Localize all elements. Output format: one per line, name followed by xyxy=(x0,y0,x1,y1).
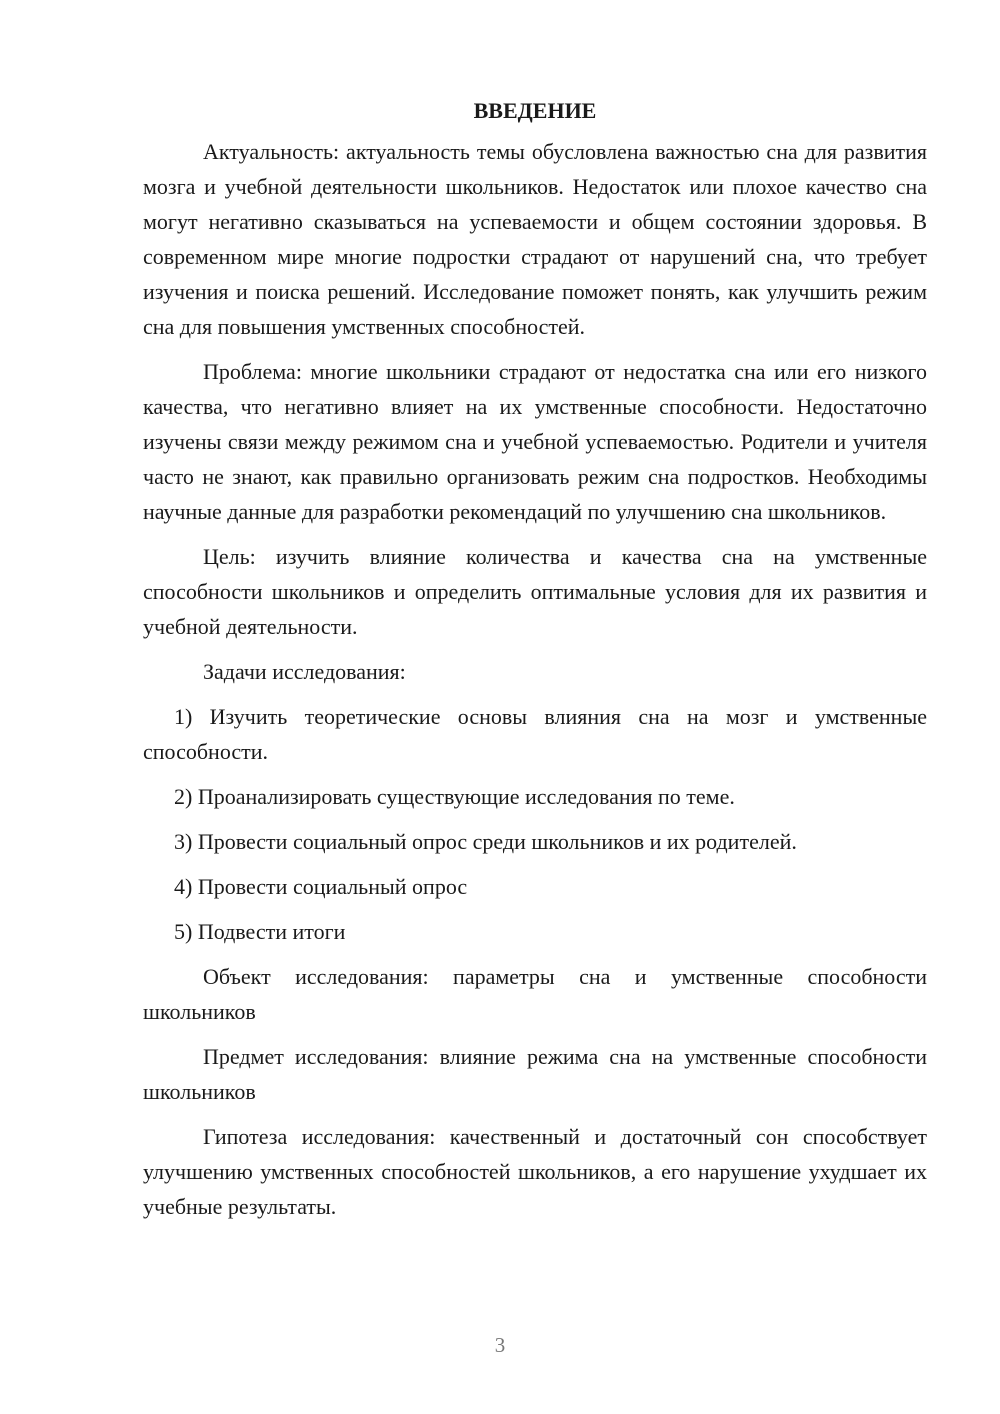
subject-paragraph: Предмет исследования: влияние режима сна на умственные способности школьников xyxy=(143,1044,927,1104)
task-item-1: 1) Изучить теоретические основы влияния сна на мозг и умственные способности. xyxy=(143,704,927,764)
task-item-2: 2) Проанализировать существующие исследования по теме. xyxy=(174,784,735,809)
page-number: 3 xyxy=(494,1333,506,1357)
task-item-3: 3) Провести социальный опрос среди школьников и их родителей. xyxy=(174,829,797,854)
page-content xyxy=(143,94,927,1234)
tasks-heading: Задачи исследования: xyxy=(203,659,406,684)
page-title: ВВЕДЕНИЕ xyxy=(473,98,597,123)
hypothesis-paragraph: Гипотеза исследования: качественный и достаточный сон способствует улучшению умственных способностей школьников, а его нарушение ухудшает их учебные результаты. xyxy=(143,1124,927,1219)
relevance-paragraph: Актуальность: актуальность темы обусловлена важностью сна для развития мозга и учебной деятельности школьников. Недостаток или плохое качество сна могут негативно сказываться на успеваемости и общем состоянии здоровья. В современном мире многие подростки страдают от нарушений сна, что требует изучения и поиска решений. Исследование поможет понять, как улучшить режим сна для повышения умственных способностей. xyxy=(143,139,927,339)
object-paragraph: Объект исследования: параметры сна и умственные способности школьников xyxy=(143,964,927,1024)
problem-paragraph: Проблема: многие школьники страдают от недостатка сна или его низкого качества, что негативно влияет на их умственные способности. Недостаточно изучены связи между режимом сна и учебной успеваемостью. Родители и учителя часто не знают, как правильно организовать режим сна подростков. Необходимы научные данные для разработки рекомендаций по улучшению сна школьников. xyxy=(143,359,927,524)
goal-paragraph: Цель: изучить влияние количества и качества сна на умственные способности школьников и определить оптимальные условия для их развития и учебной деятельности. xyxy=(143,544,927,639)
task-item-4: 4) Провести социальный опрос xyxy=(174,874,468,899)
task-item-5: 5) Подвести итоги xyxy=(174,919,346,944)
